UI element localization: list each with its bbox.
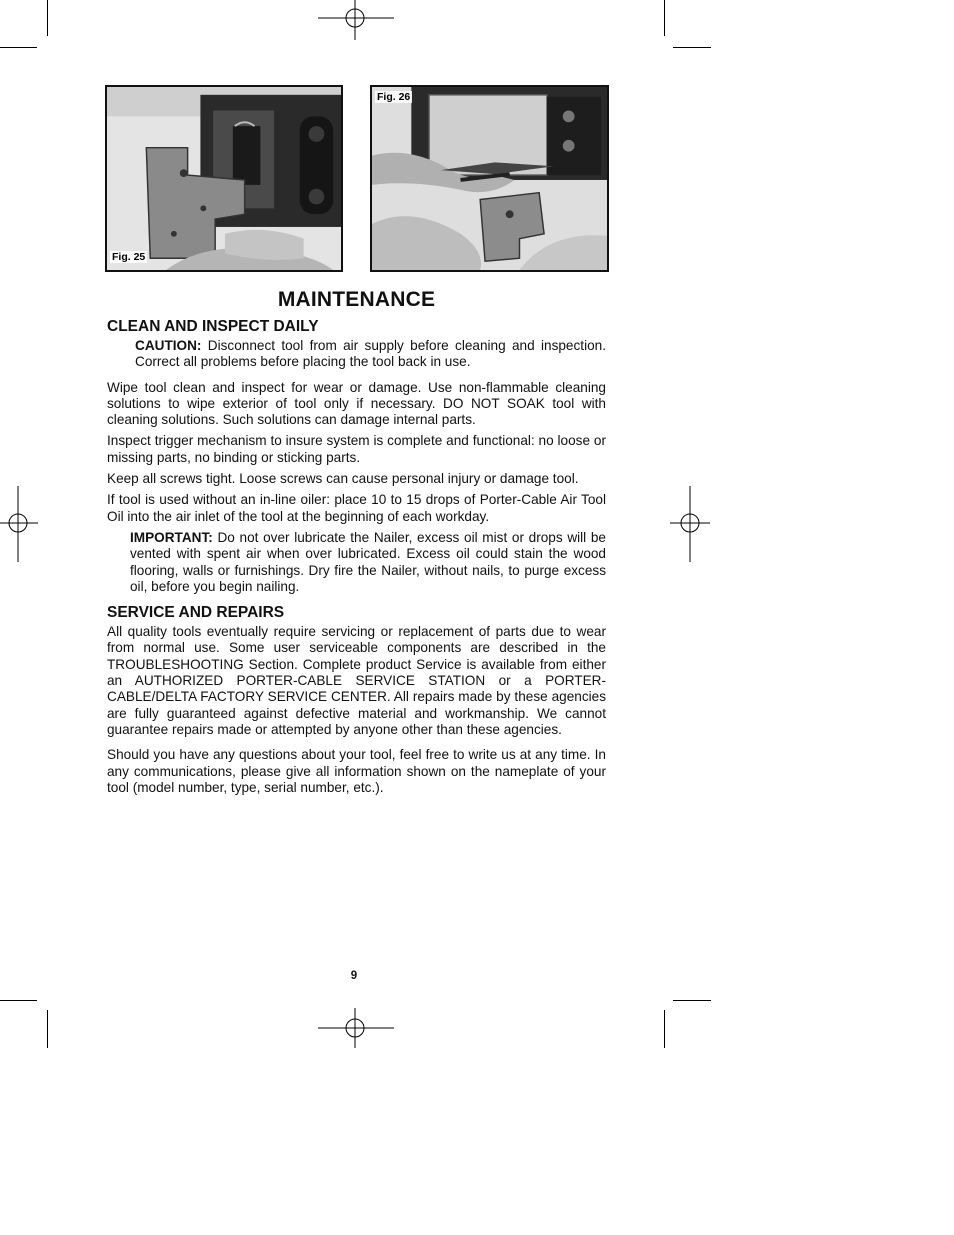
registration-target-icon	[0, 486, 38, 562]
paragraph-keep-screws-tight: Keep all screws tight. Loose screws can cause personal injury or damage tool.	[107, 471, 579, 487]
section-heading-clean-inspect: CLEAN AND INSPECT DAILY	[107, 318, 319, 335]
figure-25-photo	[105, 85, 343, 272]
section-heading-service-repairs: SERVICE AND REPAIRS	[107, 604, 285, 622]
caution-label: CAUTION:	[135, 338, 202, 353]
paragraph-in-line-oiler: If tool is used without an in-line oiler: place 10 to 15 drops of Porter-Cable Air Tool Oil into the air inlet of the tool at the beginning of each workday.	[107, 492, 606, 524]
caution-text: Disconnect tool from air supply before cleaning and inspection. Correct all problems before placing the tool back in use.	[135, 338, 606, 370]
registration-target-icon	[670, 486, 710, 562]
page-number: 9	[350, 970, 358, 982]
crop-mark	[47, 0, 48, 36]
figure-26-photo	[370, 85, 609, 272]
pliers-removing-spring-illustration	[372, 87, 607, 270]
important-text: Do not over lubricate the Nailer, excess oil mist or drops will be vented with spent air when over lubricated. Excess oil could stain the wood flooring, walls or furnishings. Dry fire the Nailer, without nails, to purge excess oil, before you begin nailing.	[130, 529, 606, 594]
crop-mark	[47, 1010, 48, 1048]
maintenance-content	[107, 288, 606, 796]
paragraph-wipe-tool: Wipe tool clean and inspect for wear or damage. Use non-flammable cleaning solutions to wipe exterior of tool only if necessary. DO NOT SOAK tool with cleaning solutions. Such solutions can damage internal parts.	[107, 379, 606, 428]
crop-mark	[0, 47, 37, 48]
crop-mark	[0, 1000, 37, 1001]
paragraph-questions: Should you have any questions about your tool, feel free to write us at any time. In any communications, please give all information shown on the nameplate of your tool (model number, type, serial number, etc.).	[107, 747, 606, 795]
page-title: MAINTENANCE	[277, 288, 436, 311]
crop-mark	[673, 47, 711, 48]
paragraph-inspect-trigger: Inspect trigger mechanism to insure system is complete and functional: no loose or missing parts, no binding or sticking parts.	[107, 433, 606, 465]
crop-mark	[664, 1010, 665, 1048]
nailer-base-plate-illustration	[107, 87, 341, 270]
figure-label: Fig. 25	[112, 251, 146, 263]
caution-paragraph	[135, 338, 606, 371]
crop-mark	[673, 1000, 711, 1001]
paragraph-quality-tools: All quality tools eventually require servicing or replacement of parts due to wear from normal use. Some user serviceable components are described in the TROUBLESHOOTING Section. Complete product Service is available from either an AUTHORIZED PORTER-CABLE SERVICE STATION or a PORTER-CABLE/DELTA FACTORY SERVICE CENTER. All repairs made by these agencies are fully guaranteed against defective material and workmanship. We cannot guarantee repairs made or attempted by anyone other than these agencies.	[107, 624, 606, 737]
crop-mark	[664, 0, 665, 36]
important-paragraph	[130, 530, 606, 595]
registration-target-icon	[318, 1008, 394, 1048]
registration-target-icon	[318, 0, 394, 40]
important-label: IMPORTANT:	[130, 529, 213, 545]
figure-label: Fig. 26	[377, 91, 411, 103]
